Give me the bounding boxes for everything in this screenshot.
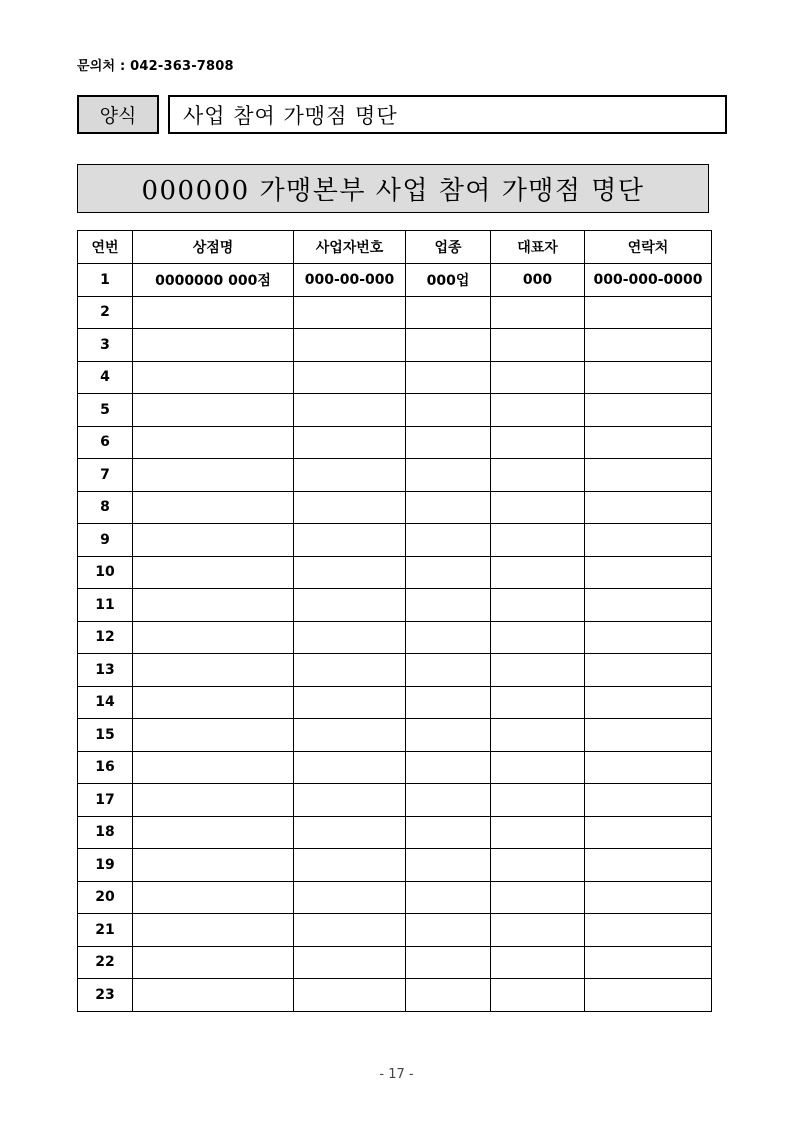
cell-representative bbox=[491, 784, 585, 817]
header-business-number: 사업자번호 bbox=[294, 231, 406, 264]
cell-representative bbox=[491, 719, 585, 752]
cell-store-name bbox=[133, 881, 294, 914]
cell-industry bbox=[406, 719, 491, 752]
cell-industry bbox=[406, 849, 491, 882]
cell-industry bbox=[406, 361, 491, 394]
header-no: 연번 bbox=[78, 231, 133, 264]
cell-business-number bbox=[294, 524, 406, 557]
table-row bbox=[78, 589, 712, 622]
cell-industry bbox=[406, 881, 491, 914]
cell-business-number: 000-00-000 bbox=[294, 264, 406, 297]
cell-representative bbox=[491, 979, 585, 1012]
table-row bbox=[78, 979, 712, 1012]
table-row bbox=[78, 556, 712, 589]
cell-business-number bbox=[294, 784, 406, 817]
cell-business-number bbox=[294, 686, 406, 719]
cell-business-number bbox=[294, 881, 406, 914]
table-row bbox=[78, 296, 712, 329]
cell-store-name bbox=[133, 459, 294, 492]
cell-representative bbox=[491, 881, 585, 914]
cell-store-name bbox=[133, 491, 294, 524]
form-label: 양식 bbox=[77, 95, 159, 134]
cell-industry bbox=[406, 816, 491, 849]
cell-no: 13 bbox=[78, 654, 133, 687]
cell-business-number bbox=[294, 751, 406, 784]
cell-store-name bbox=[133, 296, 294, 329]
cell-contact bbox=[585, 849, 712, 882]
cell-representative bbox=[491, 686, 585, 719]
cell-business-number bbox=[294, 296, 406, 329]
cell-business-number bbox=[294, 459, 406, 492]
cell-no: 18 bbox=[78, 816, 133, 849]
cell-contact bbox=[585, 946, 712, 979]
cell-contact bbox=[585, 426, 712, 459]
cell-business-number bbox=[294, 361, 406, 394]
cell-store-name bbox=[133, 524, 294, 557]
cell-industry bbox=[406, 914, 491, 947]
cell-representative bbox=[491, 556, 585, 589]
cell-store-name bbox=[133, 849, 294, 882]
cell-industry bbox=[406, 589, 491, 622]
cell-store-name bbox=[133, 946, 294, 979]
header-representative: 대표자 bbox=[491, 231, 585, 264]
cell-business-number bbox=[294, 654, 406, 687]
cell-contact bbox=[585, 979, 712, 1012]
cell-representative bbox=[491, 589, 585, 622]
cell-store-name bbox=[133, 394, 294, 427]
cell-contact bbox=[585, 621, 712, 654]
table-row bbox=[78, 751, 712, 784]
cell-business-number bbox=[294, 394, 406, 427]
cell-business-number bbox=[294, 329, 406, 362]
cell-no: 19 bbox=[78, 849, 133, 882]
table-row bbox=[78, 621, 712, 654]
cell-industry bbox=[406, 784, 491, 817]
cell-representative bbox=[491, 459, 585, 492]
cell-industry bbox=[406, 524, 491, 557]
table-row bbox=[78, 394, 712, 427]
cell-contact bbox=[585, 914, 712, 947]
cell-business-number bbox=[294, 556, 406, 589]
cell-business-number bbox=[294, 816, 406, 849]
table-row bbox=[78, 426, 712, 459]
table-row bbox=[78, 816, 712, 849]
cell-representative bbox=[491, 329, 585, 362]
cell-industry bbox=[406, 654, 491, 687]
cell-contact bbox=[585, 816, 712, 849]
cell-business-number bbox=[294, 719, 406, 752]
cell-no: 6 bbox=[78, 426, 133, 459]
cell-business-number bbox=[294, 914, 406, 947]
cell-representative bbox=[491, 816, 585, 849]
cell-representative bbox=[491, 914, 585, 947]
table-row bbox=[78, 946, 712, 979]
cell-contact bbox=[585, 524, 712, 557]
form-title: 사업 참여 가맹점 명단 bbox=[168, 95, 727, 134]
cell-no: 23 bbox=[78, 979, 133, 1012]
cell-store-name bbox=[133, 719, 294, 752]
cell-contact bbox=[585, 394, 712, 427]
cell-business-number bbox=[294, 979, 406, 1012]
cell-representative: 000 bbox=[491, 264, 585, 297]
cell-industry bbox=[406, 979, 491, 1012]
cell-contact bbox=[585, 654, 712, 687]
table-row bbox=[78, 849, 712, 882]
cell-contact bbox=[585, 556, 712, 589]
cell-store-name bbox=[133, 751, 294, 784]
cell-contact bbox=[585, 589, 712, 622]
table-row bbox=[78, 784, 712, 817]
cell-store-name: 0000000 000점 bbox=[133, 264, 294, 297]
cell-no: 21 bbox=[78, 914, 133, 947]
cell-store-name bbox=[133, 816, 294, 849]
cell-no: 12 bbox=[78, 621, 133, 654]
cell-contact bbox=[585, 719, 712, 752]
cell-no: 9 bbox=[78, 524, 133, 557]
cell-industry bbox=[406, 491, 491, 524]
cell-representative bbox=[491, 946, 585, 979]
cell-no: 17 bbox=[78, 784, 133, 817]
cell-contact bbox=[585, 751, 712, 784]
cell-contact bbox=[585, 686, 712, 719]
table-header-row bbox=[78, 231, 712, 264]
cell-business-number bbox=[294, 621, 406, 654]
table-row bbox=[78, 459, 712, 492]
cell-no: 2 bbox=[78, 296, 133, 329]
cell-representative bbox=[491, 849, 585, 882]
cell-representative bbox=[491, 491, 585, 524]
cell-industry bbox=[406, 751, 491, 784]
cell-store-name bbox=[133, 556, 294, 589]
cell-store-name bbox=[133, 426, 294, 459]
cell-representative bbox=[491, 654, 585, 687]
table-row bbox=[78, 491, 712, 524]
cell-representative bbox=[491, 296, 585, 329]
cell-business-number bbox=[294, 589, 406, 622]
cell-industry bbox=[406, 426, 491, 459]
cell-business-number bbox=[294, 849, 406, 882]
cell-no: 3 bbox=[78, 329, 133, 362]
cell-no: 20 bbox=[78, 881, 133, 914]
cell-representative bbox=[491, 751, 585, 784]
cell-store-name bbox=[133, 784, 294, 817]
cell-contact bbox=[585, 361, 712, 394]
cell-store-name bbox=[133, 621, 294, 654]
page-number: - 17 - bbox=[379, 1067, 414, 1082]
cell-store-name bbox=[133, 979, 294, 1012]
cell-industry bbox=[406, 329, 491, 362]
cell-industry bbox=[406, 394, 491, 427]
cell-industry bbox=[406, 621, 491, 654]
cell-contact bbox=[585, 329, 712, 362]
table-row bbox=[78, 264, 712, 297]
table-row bbox=[78, 881, 712, 914]
cell-no: 10 bbox=[78, 556, 133, 589]
cell-representative bbox=[491, 621, 585, 654]
cell-no: 22 bbox=[78, 946, 133, 979]
cell-industry bbox=[406, 946, 491, 979]
cell-no: 4 bbox=[78, 361, 133, 394]
header-industry: 업종 bbox=[406, 231, 491, 264]
cell-no: 15 bbox=[78, 719, 133, 752]
table-row bbox=[78, 686, 712, 719]
table-row bbox=[78, 329, 712, 362]
cell-industry bbox=[406, 686, 491, 719]
cell-no: 1 bbox=[78, 264, 133, 297]
cell-contact bbox=[585, 784, 712, 817]
cell-industry bbox=[406, 459, 491, 492]
cell-representative bbox=[491, 426, 585, 459]
cell-no: 7 bbox=[78, 459, 133, 492]
cell-contact: 000-000-0000 bbox=[585, 264, 712, 297]
header-store-name: 상점명 bbox=[133, 231, 294, 264]
cell-no: 14 bbox=[78, 686, 133, 719]
contact-info: 문의처 : 042-363-7808 bbox=[77, 59, 234, 74]
cell-store-name bbox=[133, 589, 294, 622]
document-title: 000000 가맹본부 사업 참여 가맹점 명단 bbox=[77, 164, 709, 213]
cell-industry bbox=[406, 296, 491, 329]
participant-table bbox=[77, 230, 712, 1012]
table-row bbox=[78, 914, 712, 947]
table-row bbox=[78, 654, 712, 687]
cell-contact bbox=[585, 881, 712, 914]
cell-representative bbox=[491, 394, 585, 427]
table-row bbox=[78, 719, 712, 752]
cell-store-name bbox=[133, 361, 294, 394]
cell-representative bbox=[491, 361, 585, 394]
cell-store-name bbox=[133, 914, 294, 947]
cell-industry: 000업 bbox=[406, 264, 491, 297]
cell-contact bbox=[585, 459, 712, 492]
cell-no: 8 bbox=[78, 491, 133, 524]
form-header bbox=[77, 95, 714, 134]
cell-contact bbox=[585, 491, 712, 524]
header-contact: 연락처 bbox=[585, 231, 712, 264]
cell-no: 11 bbox=[78, 589, 133, 622]
table-row bbox=[78, 361, 712, 394]
cell-business-number bbox=[294, 491, 406, 524]
cell-contact bbox=[585, 296, 712, 329]
table-row bbox=[78, 524, 712, 557]
cell-store-name bbox=[133, 654, 294, 687]
cell-industry bbox=[406, 556, 491, 589]
cell-store-name bbox=[133, 329, 294, 362]
cell-no: 5 bbox=[78, 394, 133, 427]
cell-store-name bbox=[133, 686, 294, 719]
cell-business-number bbox=[294, 426, 406, 459]
cell-business-number bbox=[294, 946, 406, 979]
cell-representative bbox=[491, 524, 585, 557]
cell-no: 16 bbox=[78, 751, 133, 784]
